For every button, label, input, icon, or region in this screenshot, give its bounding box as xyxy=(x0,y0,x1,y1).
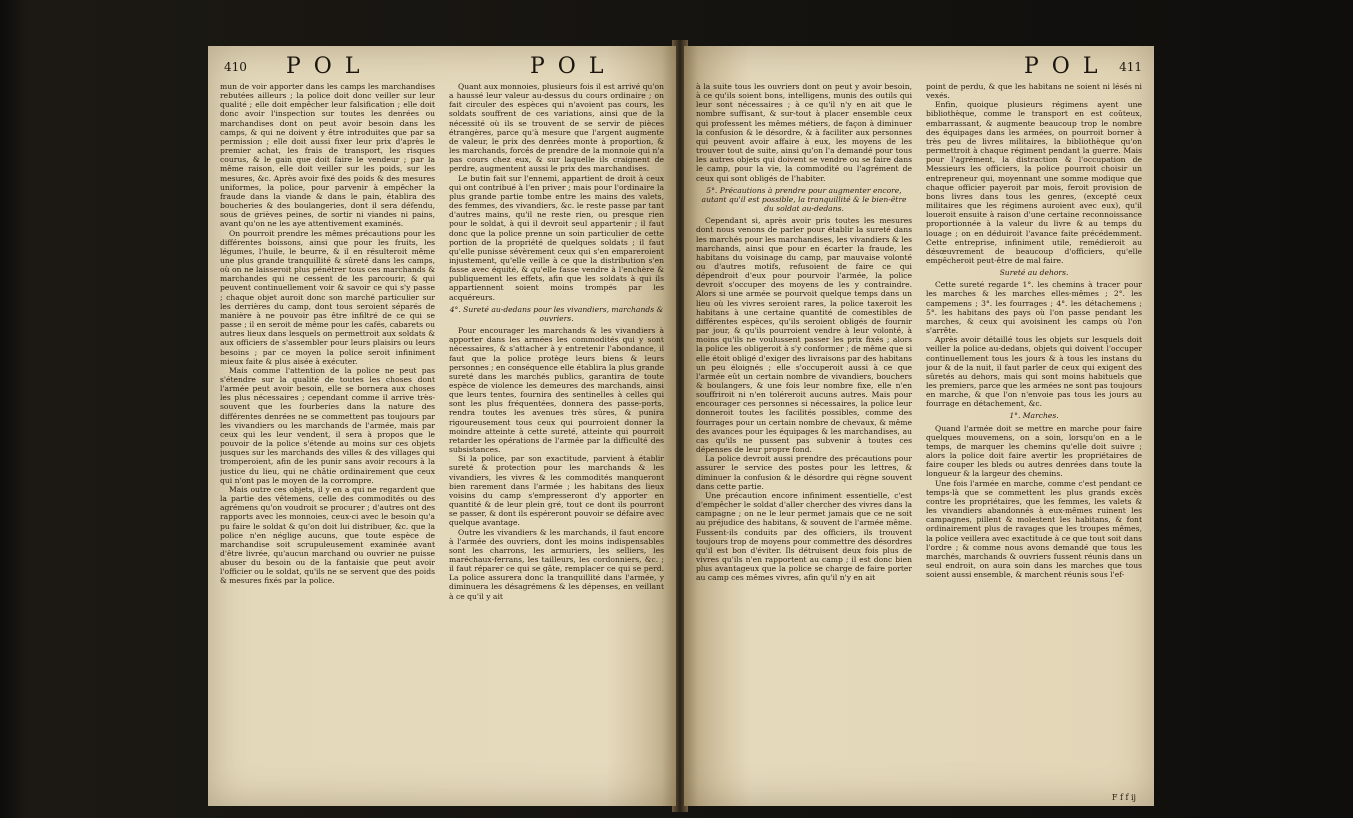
paragraph: La police devroit aussi prendre des précautions pour assurer le service des postes pour les lettres, & diminuer la confusion & le désordre qui règne souvent dans cette partie. xyxy=(696,454,912,491)
section-heading: Sureté au dehors. xyxy=(999,268,1069,278)
signature-mark: F f f ij xyxy=(1111,793,1136,802)
right-head-title: P O L xyxy=(1024,54,1101,79)
right-page xyxy=(684,46,1154,806)
left-column-1 xyxy=(220,82,435,790)
left-page xyxy=(208,46,676,806)
paragraph: Quand l'armée doit se mettre en marche pour faire quelques mouvemens, on a soin, lorsqu'on en a le temps, de marquer les chemins qu'elle doit suivre ; alors la police doit faire avertir les propriétaires de faire couper les bleds ou autres denrées dans toute la longueur & la largeur des chemins. xyxy=(926,423,1142,479)
paragraph: Après avoir détaillé tous les objets sur lesquels doit veiller la police au-dedans, objets qui doivent l'occuper continuellement tous les jours & à tous les instans du jour & de la nuit, il faut parler de ceux qui exigent des sûretés au dehors, mais qui sont moins habituels que les premiers, parce que les armées ne sont pas toujours en marche, & que l'on n'envoie pas tous les jours au fourrage en détachement, &c. xyxy=(926,335,1142,409)
paragraph: Une fois l'armée en marche, comme c'est pendant ce temps-là que se commettent les plus grands excès contre les propriétaires, que les femmes, les valets & les vivandiers abandonnés à eux-mêmes ruinent les campagnes, pillent & molestent les habitans, & font ordinairement plus de ravages que les troupes mêmes, la police veillera avec exactitude à ce que tout soit dans l'ordre ; & comme nous avons demandé que tous les marchés, marchands & ouvriers fussent réunis dans un seul endroit, on aura soin dans les marches que tous soient aussi ensemble, & marchent réunis sous l'ef- xyxy=(926,478,1142,580)
section-heading: 5°. Précautions à prendre pour augmenter encore, autant qu'il est possible, la tranquillité & le bien-être du soldat au-dedans. xyxy=(701,185,907,214)
paragraph: Mais outre ces objets, il y en a qui ne regardent que la partie des vêtemens, celle des commodités ou des agrémens qu'on voudroit se procurer ; d'autres ont des rapports avec les monnoies, ceux-ci avec le besoin qu'a pu faire le soldat & qu'on doit lui distribuer, &c. que la police n'en néglige aucuns, que toute espèce de marchandise soit scrupuleusement examinée avant d'être livrée, qu'aucun marchand ou ouvrier ne puisse abuser du besoin ou de la fantaisie que peut avoir l'officier ou le soldat, qu'ils ne se servent que des poids & mesures fixés par la police. xyxy=(220,484,435,586)
paragraph: Cependant si, après avoir pris toutes les mesures dont nous venons de parler pour établir la sureté dans les marchés pour les marchandises, les vivandiers & les marchands, ainsi que pour en écarter la fraude, les habitans du voisinage du camp, par mauvaise volonté ou d'autres motifs, refusoient de faire ce qui dépendroit d'eux pour pourvoir l'armée, la police devroit s'occuper des moyens de les y contraindre. Alors si une armée se pourvoit quelque temps dans un lieu où les vivres seroient rares, la police taxeroit les habitans à une certaine quantité de comestibles de différentes espèces, qu'ils seroient obligés de fournir par jour, & qu'ils pourroient vendre à leur volonté, à moins qu'ils ne voulussent passer les prix fixés ; alors la police les obligeroit à s'y conformer ; de même que si elle étoit obligé d'exiger des livraisons par des habitans un peu éloignés ; elle s'occuperoit aussi à ce que l'armée eût un certain nombre de vivandiers, bouchers & boulangers, & une fois leur nombre fixe, elle n'en souffriroit ni n'en toléreroit aucuns autres. Mais pour encourager ces personnes si nécessaires, la police leur donneroit toutes les facilités possibles, comme des fourrages pour un certain nombre de chevaux, & même des avances pour les équipages & les marchandises, au cas qu'ils ne pussent pas subvenir à toutes ces dépenses de leur propre fond. xyxy=(696,216,912,455)
paragraph: point de perdu, & que les habitans ne soient ni lésés ni vexés. xyxy=(926,82,1142,101)
paragraph: Quant aux monnoies, plusieurs fois il est arrivé qu'on a haussé leur valeur au-dessus du cours ordinaire ; on fait circuler des espèces qui n'avoient pas cours, les soldats souffrent de ces variations, ainsi que de la nécessité où ils se trouvent de se servir de pièces étrangères, parce qu'à mesure que l'argent augmente de valeur, le prix des denrées monte à proportion, & les marchands, forcés de prendre de la monnoie qui n'a pas cours chez eux, & sur laquelle ils craignent de perdre, augmentent aussi le prix des marchandises. xyxy=(449,82,664,174)
right-column-1 xyxy=(696,82,912,790)
paragraph: On pourroit prendre les mêmes précautions pour les différentes boissons, ainsi que pour les fruits, les légumes, l'huile, le beurre, & il en résulteroit même une plus grande tranquillité & sûreté dans les camps, où on ne laisseroit plus pénétrer tous ces marchands & marchandes qui ne cessent de les parcourir, & qui peuvent continuellement voir & savoir ce qui s'y passe ; chaque objet auroit donc son marché particulier sur les derrières du camp, dont tous seroient séparés de manière à ne pouvoir pas être infiltré de ce qui se passe ; il en seroit de même pour les cafés, cabarets ou autres lieux dans lesquels on permettroit aux soldats & aux officiers de s'assembler pour leurs plaisirs ou leurs besoins ; par ce moyen la police seroit infiniment mieux faite & plus aisée à exécuter. xyxy=(220,228,435,366)
paragraph: Enfin, quoique plusieurs régimens ayent une bibliothèque, comme le transport en est coûteux, embarrassant, & augmente beaucoup trop le nombre des équipages dans les armées, on pourroit borner à très peu de livres militaires, la bibliothèque qu'on permettroit à chaque régiment pendant la guerre. Mais pour l'agrément, la distraction & l'occupation de Messieurs les officiers, la police pourroit choisir un entrepreneur qui, moyennant une somme modique que chaque officier payeroit par mois, feroit provision de bons livres dans tous les genres, (excepté ceux militaires que les régimens auroient avec eux), qu'il loueroit ensuite à raison d'une certaine reconnoissance proportionnée à la valeur du livre & au temps du louage ; on en déduiroit l'avance faite précédemment. Cette entreprise, infiniment utile, remédieroit au désœuvrement de beaucoup d'officiers, qu'elle empêcheroit peut-être de mal faire. xyxy=(926,100,1142,265)
paragraph: à la suite tous les ouvriers dont on peut y avoir besoin, à ce qu'ils soient bons, intelligens, munis des outils qui leur sont nécessaires ; à ce qu'il n'y en ait que le nombre suffisant, & sur-tout à placer ensemble ceux qui professent les mêmes métiers, de façon à diminuer la confusion & le désordre, & à faciliter aux personnes qui peuvent avoir affaire à eux, les moyens de les trouver tout de suite, ainsi qu'on l'a demandé pour tous les autres objets qui doivent se vendre ou se faire dans le camp, pour la vie, la commodité ou l'agrément de ceux qui sont obligés de l'habiter. xyxy=(696,82,912,183)
paragraph: Cette sureté regarde 1°. les chemins à tracer pour les marches & les marches elles-mêmes ; 2°. les campemens ; 3°. les fourrages ; 4°. les détachemens ; 5°. les habitans des pays où l'on passe pendant les marches, & ceux qui avoisinent les camps où l'on s'arrête. xyxy=(926,280,1142,336)
left-columns xyxy=(220,82,664,790)
right-running-head xyxy=(694,54,1144,82)
left-running-head xyxy=(218,54,666,82)
section-heading: 4°. Sureté au-dedans pour les vivandiers, marchands & ouvriers. xyxy=(449,304,664,323)
left-page-number: 410 xyxy=(224,60,247,74)
paragraph: Si la police, par son exactitude, parvient à établir sureté & protection pour les marchands & les vivandiers, les vivres & les commodités manqueront bien rarement dans l'armée ; les habitans des lieux voisins du camp s'empresseront d'y apporter en quantité & de leur plein gré, tout ce dont ils pourront se passer, & dont ils espéreront pouvoir se défaire avec quelque avantage. xyxy=(449,454,664,528)
left-column-2 xyxy=(449,82,664,790)
paragraph: mun de voir apporter dans les camps les marchandises rebutées ailleurs ; la police doit donc veiller sur leur qualité ; elle doit empêcher leur falsification ; elle doit donc avoir l'inspection sur toutes les denrées ou marchandises dont on peut avoir besoin dans les camps, & qui ne doivent y être introduites que par sa permission ; elle doit aussi fixer leur prix d'après le premier achat, les frais de transport, les risques courus, & le gain que doit faire le vendeur ; par la même raison, elle doit veiller sur les poids, sur les mesures, &c. Après avoir fixé des poids & des mesures uniformes, la police, pour parvenir à empêcher la fraude dans la viande & dans le pain, établira des boucheries & des boulangeries, dont il sera défendu, sous de grièves peines, de sortir ni viandes ni pains, avant qu'on ne les aye attentivement examinés. xyxy=(220,82,435,229)
paragraph: Outre les vivandiers & les marchands, il faut encore à l'armée des ouvriers, dont les moins indispensables sont les charrons, les armuriers, les selliers, les maréchaux-ferrans, les tailleurs, les cordonniers, &c. ; il faut réparer ce qui se gâte, remplacer ce qui se perd. La police assurera donc la tranquillité dans l'armée, y diminuera les désagrémens & les dépenses, en veillant à ce qu'il y ait xyxy=(449,527,664,601)
paragraph: Une précaution encore infiniment essentielle, c'est d'empêcher le soldat d'aller chercher des vivres dans la campagne ; on ne le leur permet jamais que ce ne soit au préjudice des habitans, & souvent de l'armée même. Fussent-ils conduits par des officiers, ils trouvent toujours trop de moyens pour commettre des désordres qu'il est bon d'éviter. Ils détruisent deux fois plus de vivres qu'ils n'en rapportent au camp ; il est donc bien plus avantageux que la police se charge de faire porter au camp ces mêmes vivres, afin qu'il n'y en ait xyxy=(696,490,912,583)
paragraph: Mais comme l'attention de la police ne peut pas s'étendre sur la qualité de toutes les choses dont l'armée peut avoir besoin, elle se bornera aux choses les plus nécessaires ; cependant comme il arrive très-souvent que les fourberies dans la nature des différentes denrées ne se commettent pas toujours par les vivandiers ou les marchands de l'armée, mais par ceux qui les leur vendent, il sera à propos que le pouvoir de la police s'étende au moins sur ces objets jusques sur les marchands des villes & des villages qui tromperoient, afin de les punir sans avoir recours à la justice du lieu, qui ne châtie ordinairement que ceux qui n'ont pas le moyen de la corrompre. xyxy=(220,365,435,485)
left-head-title-center: P O L xyxy=(530,54,607,79)
left-head-title: P O L xyxy=(286,54,363,79)
paragraph: Pour encourager les marchands & les vivandiers à apporter dans les armées les commodités qui y sont nécessaires, & s'attacher à y entretenir l'abondance, il faut que la police protège leurs biens & leurs personnes ; en conséquence elle établira la plus grande sureté dans les marchés publics, garantira de toute espèce de violence les demeures des marchands, ainsi que leurs tentes, fournira des sentinelles à celles qui sont les plus fréquentées, donnera des passe-ports, rendra toutes les avenues très sûres, & punira rigoureusement tous ceux qui pourroient donner la moindre atteinte à cette sureté, atteinte qui pourroit retarder les opérations de l'armée par la difficulté des subsistances. xyxy=(449,326,664,455)
right-columns xyxy=(696,82,1142,790)
paragraph: Le butin fait sur l'ennemi, appartient de droit à ceux qui ont contribué à l'en priver ; mais pour l'ordinaire la plus grande partie tombe entre les mains des valets, des femmes, des vivandiers, &c. le reste passe par tant d'autres mains, qu'il ne reste rien, ou presque rien pour le soldat, à qui il devroit seul appartenir ; il faut donc que la police prenne un soin particulier de cette portion de la propriété de quelques soldats ; il faut qu'elle punisse sévèrement ceux qui s'en empareroient injustement, qu'elle veille à ce que la distribution s'en fasse avec équité, & qu'elle fasse vendre à l'enchère & publiquement les effets, afin que les soldats à qui ils appartiennent soient moins trompés par les acquéreurs. xyxy=(449,173,664,302)
section-heading: 1°. Marches. xyxy=(1009,411,1059,421)
right-page-number: 411 xyxy=(1119,60,1142,74)
right-column-2 xyxy=(926,82,1142,790)
